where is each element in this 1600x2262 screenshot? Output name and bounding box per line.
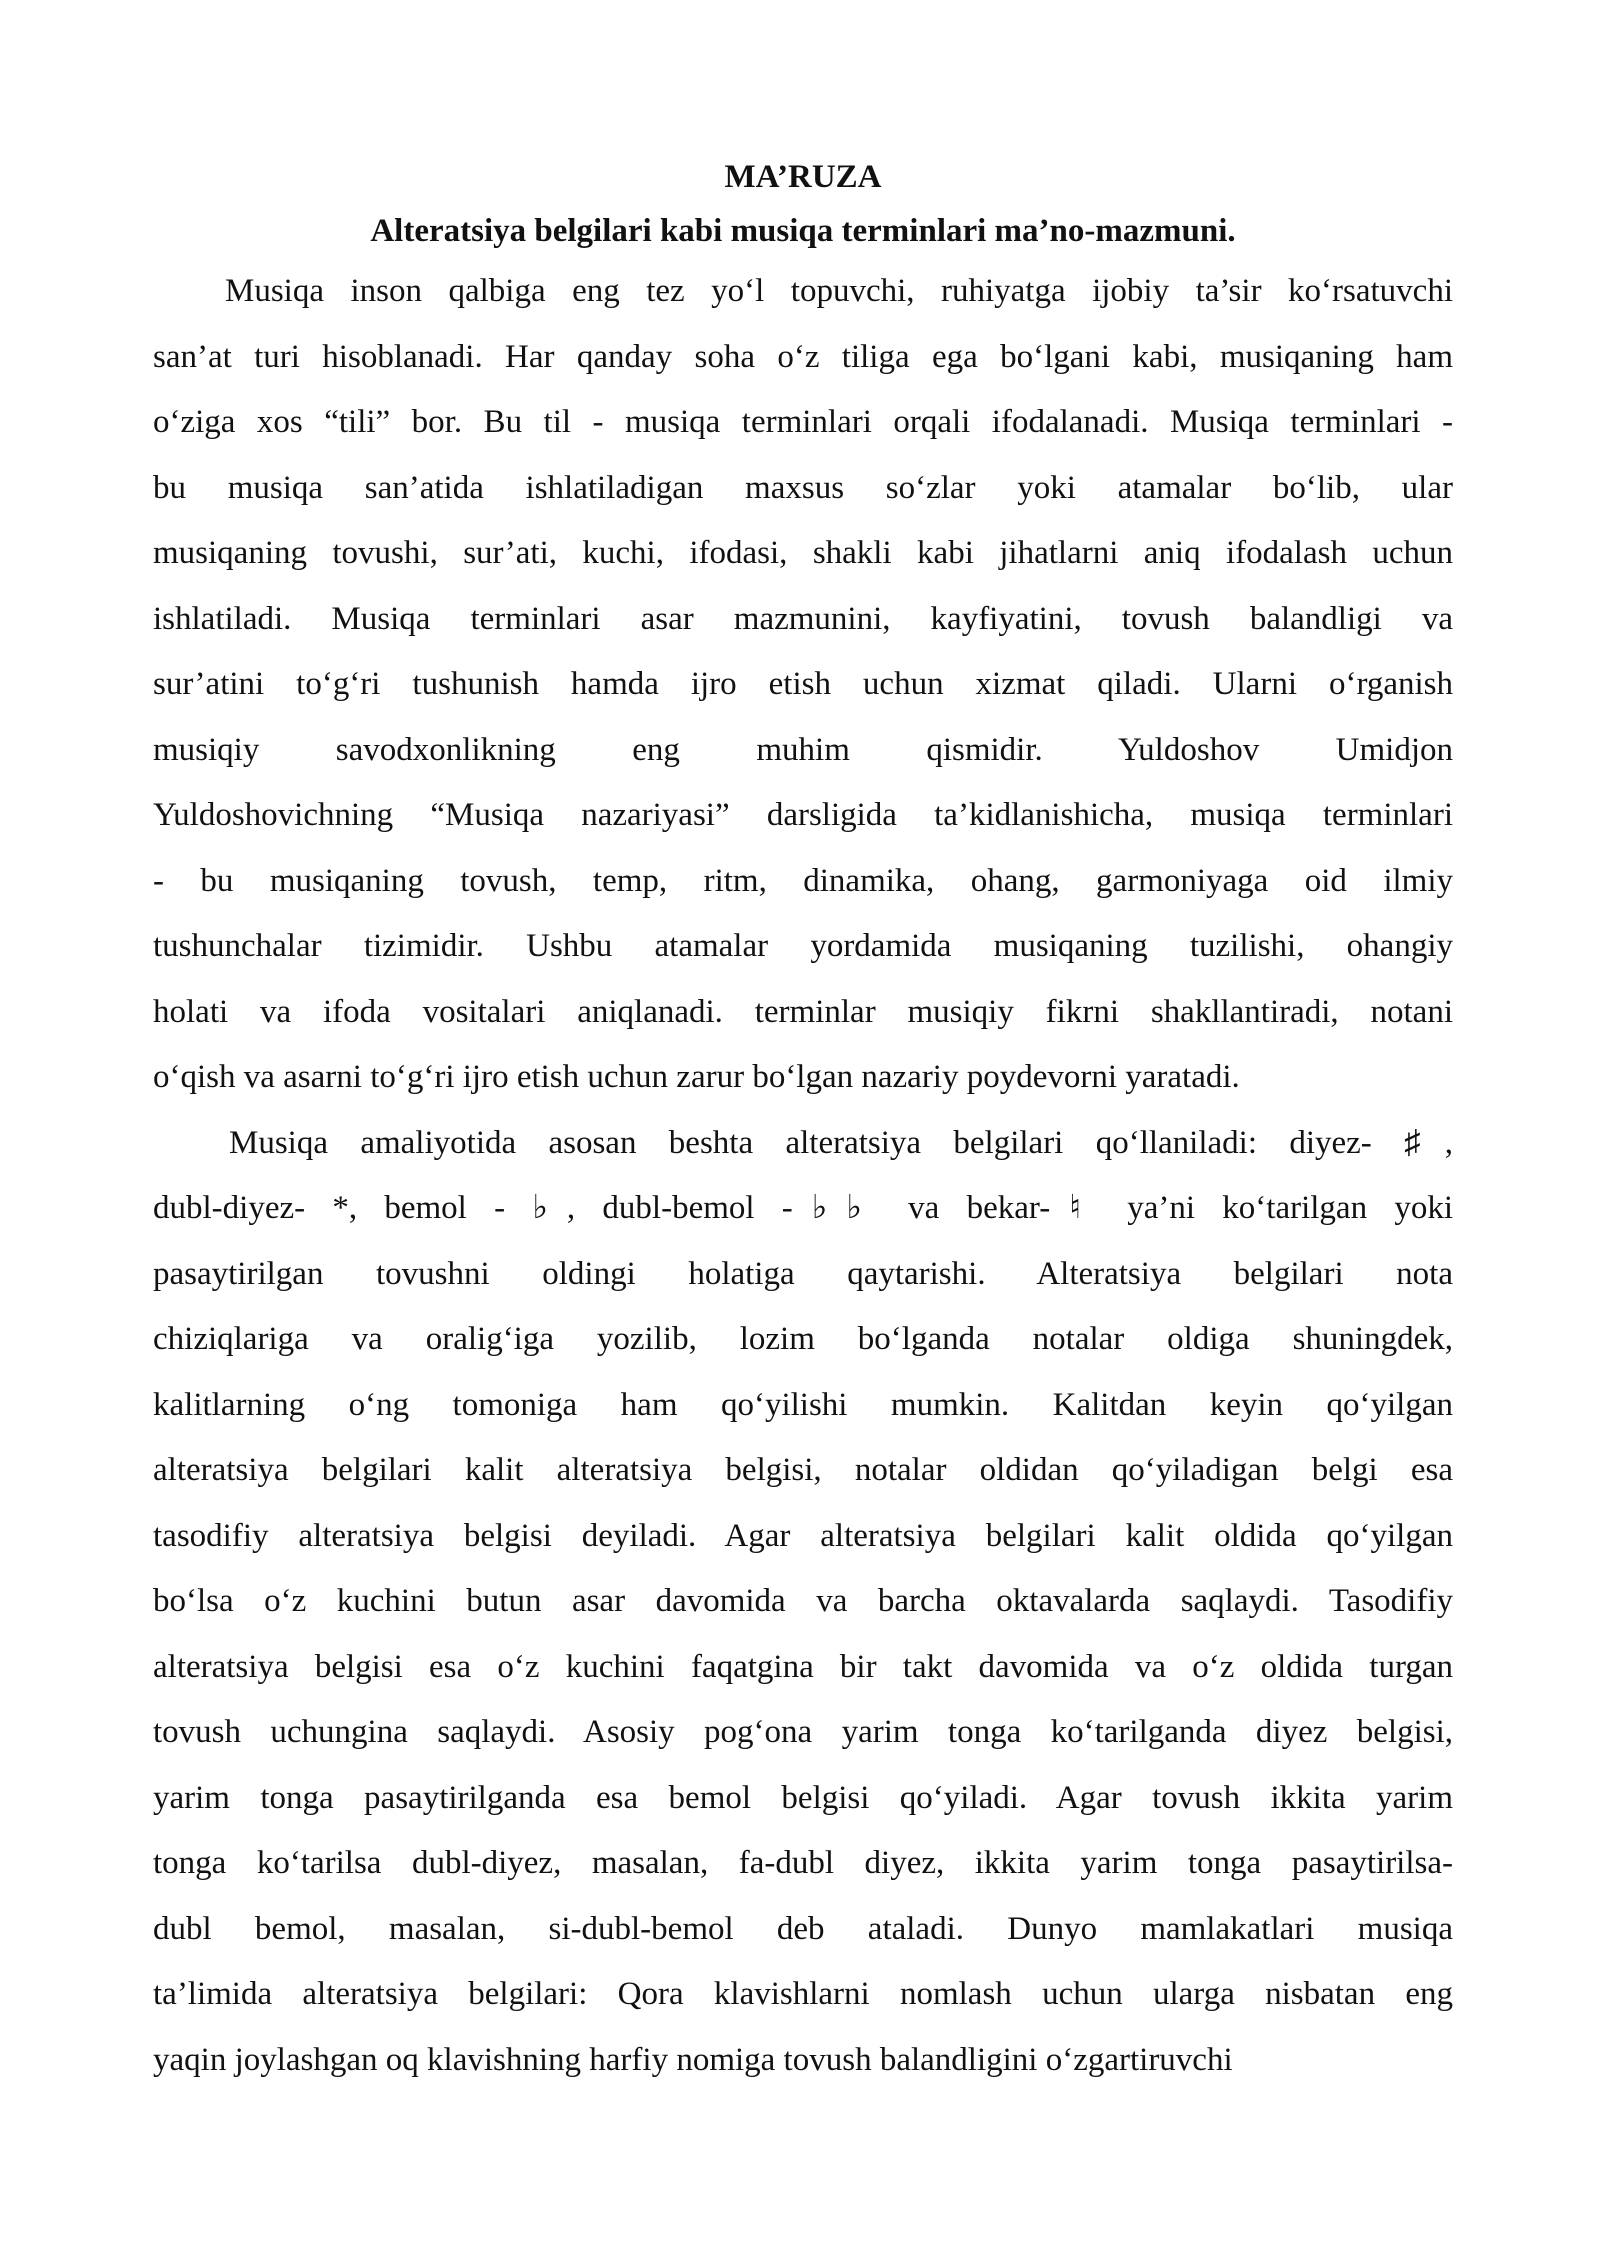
paragraph-line: alteratsiya belgisi esa o‘z kuchini faqatgina bir takt davomida va o‘z oldida turgan <box>153 1648 1453 1685</box>
paragraph-line: musiqaning tovushi, sur’ati, kuchi, ifodasi, shakli kabi jihatlarni aniq ifodalash uchun <box>153 535 1453 571</box>
paragraph-line: ishlatiladi. Musiqa terminlari asar mazmunini, kayfiyatini, tovush balandligi va <box>153 600 1453 637</box>
paragraph-line: dubl-diyez- *, bemol - ♭, dubl-bemol -♭♭ va bekar-♮ ya’ni ko‘tarilgan yoki <box>153 1190 1453 1226</box>
paragraph-line: bo‘lsa o‘z kuchini butun asar davomida va barcha oktavalarda saqlaydi. Tasodifiy <box>153 1583 1453 1619</box>
page-title: MA’RUZA <box>724 159 882 195</box>
paragraph-line: yarim tonga pasaytirilganda esa bemol belgisi qo‘yiladi. Agar tovush ikkita yarim <box>153 1779 1453 1816</box>
paragraph-line: alteratsiya belgilari kalit alteratsiya belgisi, notalar oldidan qo‘yiladigan belgi esa <box>153 1452 1453 1488</box>
paragraph-line: - bu musiqaning tovush, temp, ritm, dinamika, ohang, garmoniyaga oid ilmiy <box>153 862 1453 899</box>
paragraph-line: bu musiqa san’atida ishlatiladigan maxsus so‘zlar yoki atamalar bo‘lib, ular <box>153 469 1453 506</box>
paragraph-line: musiqiy savodxonlikning eng muhim qismidir. Yuldoshov Umidjon <box>153 731 1453 768</box>
paragraph-line: ta’limida alteratsiya belgilari: Qora klavishlarni nomlash uchun ularga nisbatan eng <box>153 1976 1453 2012</box>
paragraph-line: Musiqa amaliyotida asosan beshta alteratsiya belgilari qo‘llaniladi: diyez- ♯, <box>229 1124 1453 1161</box>
paragraph-line: Yuldoshovichning “Musiqa nazariyasi” darsligida ta’kidlanishicha, musiqa terminlari <box>153 797 1453 833</box>
paragraph-line: tovush uchungina saqlaydi. Asosiy pog‘ona yarim tonga ko‘tarilganda diyez belgisi, <box>153 1714 1453 1750</box>
paragraph-line: Musiqa inson qalbiga eng tez yo‘l topuvchi, ruhiyatga ijobiy ta’sir ko‘rsatuvchi <box>225 273 1453 309</box>
paragraph-line: dubl bemol, masalan, si-dubl-bemol deb ataladi. Dunyo mamlakatlari musiqa <box>153 1910 1453 1947</box>
paragraph-line: chiziqlariga va oralig‘iga yozilib, lozim bo‘lganda notalar oldiga shuningdek, <box>153 1321 1453 1357</box>
paragraph-line: o‘qish va asarni to‘g‘ri ijro etish uchun zarur bo‘lgan nazariy poydevorni yaratadi. <box>153 1059 1240 1095</box>
paragraph-line: san’at turi hisoblanadi. Har qanday soha o‘z tiliga ega bo‘lgani kabi, musiqaning ham <box>153 338 1453 375</box>
paragraph-line: tonga ko‘tarilsa dubl-diyez, masalan, fa-dubl diyez, ikkita yarim tonga pasaytirilsa- <box>153 1845 1453 1881</box>
paragraph-line: holati va ifoda vositalari aniqlanadi. terminlar musiqiy fikrni shakllantiradi, notani <box>153 993 1453 1030</box>
paragraph-line: yaqin joylashgan oq klavishning harfiy nomiga tovush balandligini o‘zgartiruvchi <box>153 2041 1233 2078</box>
paragraph-1 <box>153 259 1453 1111</box>
page-subtitle: Alteratsiya belgilari kabi musiqa terminlari ma’no-mazmuni. <box>370 213 1236 249</box>
paragraph-line: tasodifiy alteratsiya belgisi deyiladi. Agar alteratsiya belgilari kalit oldida qo‘yilgan <box>153 1517 1453 1554</box>
document-body <box>153 151 1453 2093</box>
paragraph-line: pasaytirilgan tovushni oldingi holatiga qaytarishi. Alteratsiya belgilari nota <box>153 1255 1453 1292</box>
paragraph-line: tushunchalar tizimidir. Ushbu atamalar yordamida musiqaning tuzilishi, ohangiy <box>153 928 1453 964</box>
paragraph-line: o‘ziga xos “tili” bor. Bu til - musiqa terminlari orqali ifodalanadi. Musiqa terminlari - <box>153 404 1453 440</box>
paragraph-line: kalitlarning o‘ng tomoniga ham qo‘yilishi mumkin. Kalitdan keyin qo‘yilgan <box>153 1386 1453 1423</box>
paragraph-line: sur’atini to‘g‘ri tushunish hamda ijro etish uchun xizmat qiladi. Ularni o‘rganish <box>153 666 1453 702</box>
paragraph-2 <box>153 1111 1453 2094</box>
